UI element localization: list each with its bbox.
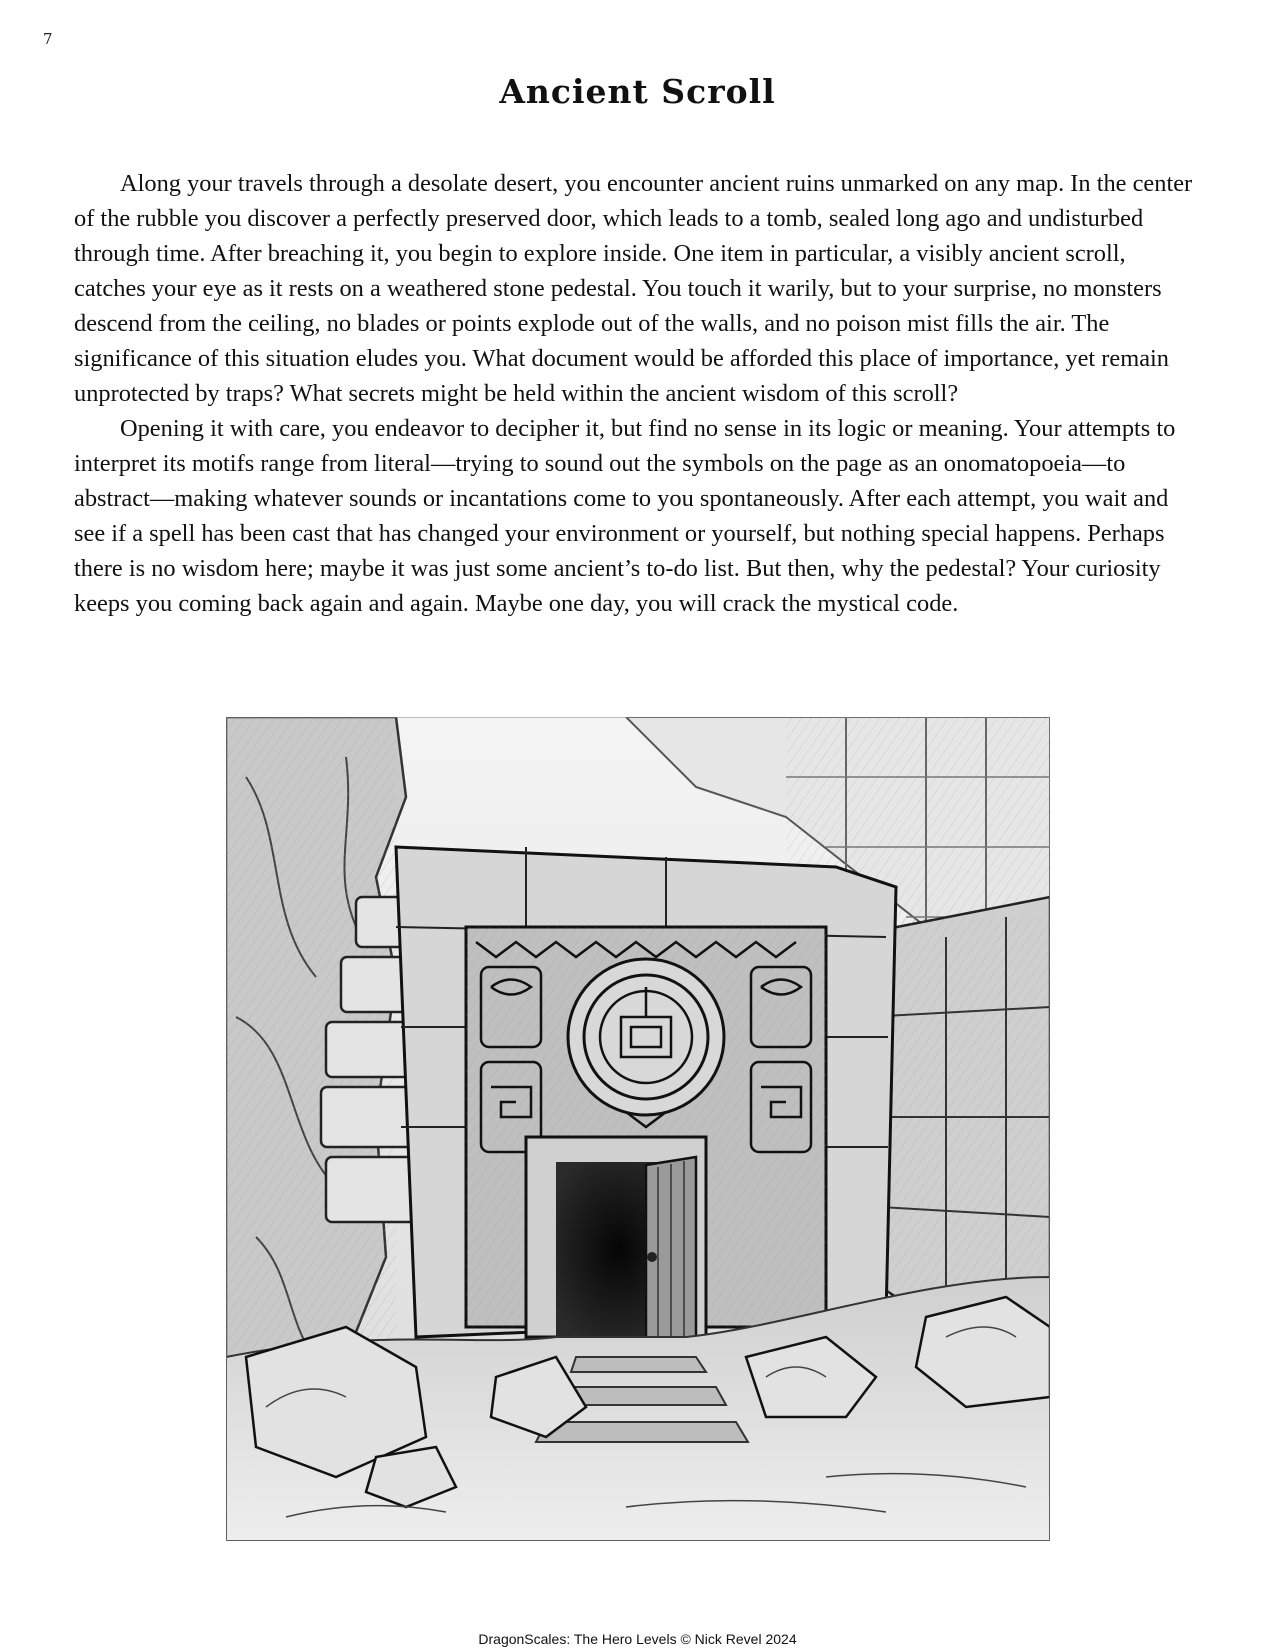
- paragraph-2: Opening it with care, you endeavor to decipher it, but find no sense in its logic or meaning. Your attempts to interpret its motifs range from literal—trying to sound out the symbols on the page as an onomatopoeia—to abstract—making whatever sounds or incantations come to you spontaneously. After each attempt, you wait and see if a spell has been cast that has changed your environment or yourself, but nothing special happens. Perhaps there is no wisdom here; maybe it was just some ancient’s to-do list. But then, why the pedestal? Your curiosity keeps you coming back again and again. Maybe one day, you will crack the mystical code.: [74, 415, 1176, 617]
- story-text: [74, 166, 1199, 621]
- footer-copyright: DragonScales: The Hero Levels © Nick Revel 2024: [478, 1631, 797, 1647]
- page-title: Ancient Scroll: [499, 72, 776, 111]
- page-number: 7: [43, 30, 53, 48]
- paragraph-1: Along your travels through a desolate desert, you encounter ancient ruins unmarked on any map. In the center of the rubble you discover a perfectly preserved door, which leads to a tomb, sealed long ago and undisturbed through time. After breaching it, you begin to explore inside. One item in particular, a visibly ancient scroll, catches your eye as it rests on a weathered stone pedestal. You touch it warily, but to your surprise, no monsters descend from the ceiling, no blades or points explode out of the walls, and no poison mist fills the air. The significance of this situation eludes you. What document would be afforded this place of importance, yet remain unprotected by traps? What secrets might be held within the ancient wisdom of this scroll?: [74, 170, 1193, 407]
- tomb-door-illustration: [226, 717, 1050, 1541]
- tomb-door-icon: [226, 717, 1050, 1541]
